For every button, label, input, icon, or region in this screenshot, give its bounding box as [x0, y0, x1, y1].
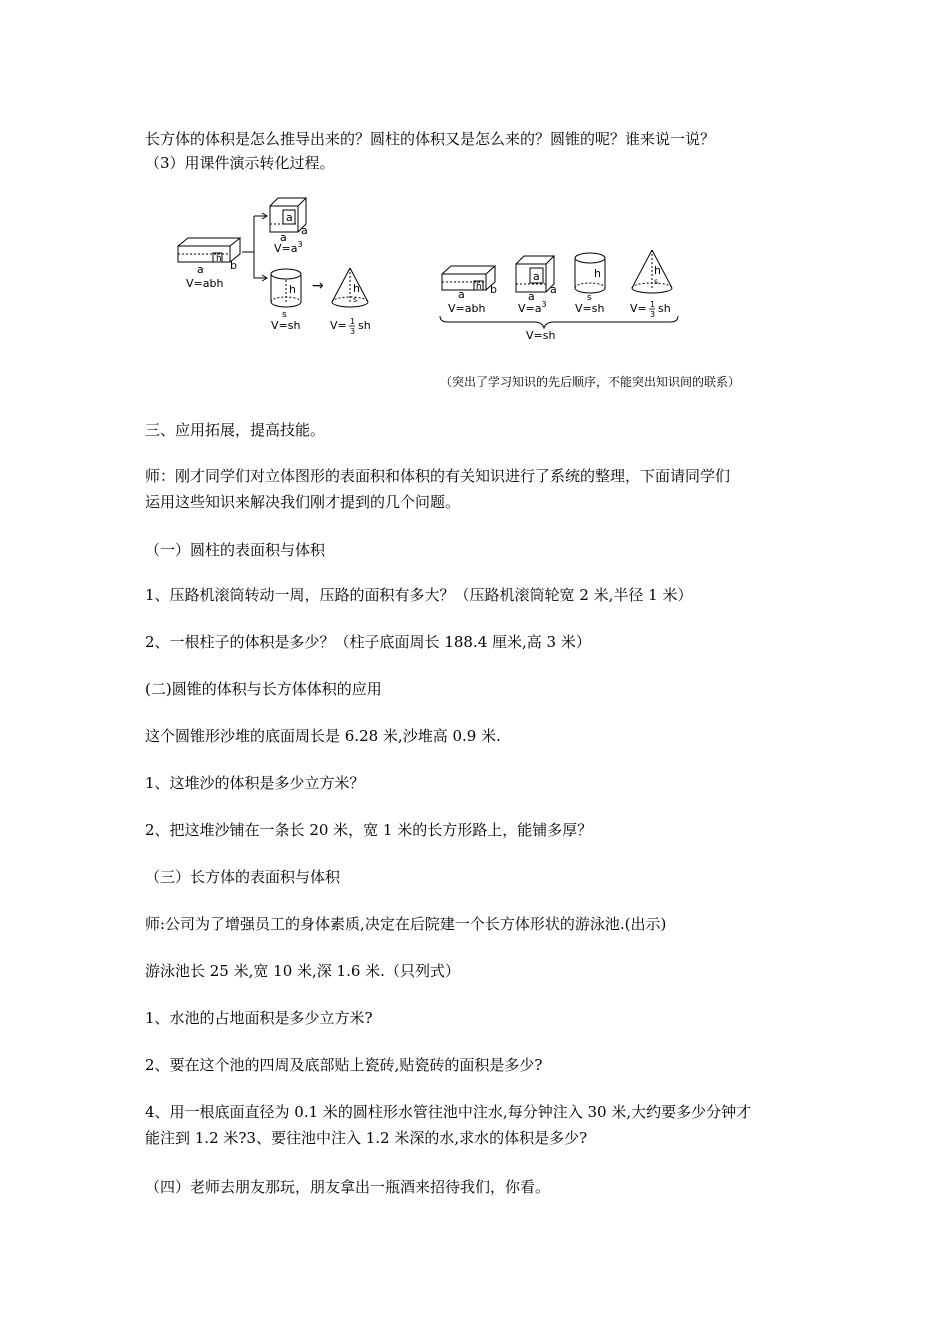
right-cuboid-shape: [442, 266, 495, 290]
right-cuboid-label-b: b: [490, 283, 497, 296]
left-cuboid-label-a: a: [197, 263, 204, 276]
left-cone-frac-den: 3: [350, 327, 356, 336]
right-cylinder-label-s: s: [587, 293, 592, 303]
teacher-intro-line-2: 运用这些知识来解决我们刚才提到的几个问题。: [145, 493, 461, 511]
figure-caption: （突出了学习知识的先后顺序，不能突出知识间的联系）: [440, 375, 741, 389]
right-cone-frac-den: 3: [650, 310, 656, 319]
teacher-intro-line-1: 师：刚才同学们对立体图形的表面积和体积的有关知识进行了系统的整理，下面请同学们: [145, 467, 731, 485]
question-pillar: 2、一根柱子的体积是多少？（柱子底面周长 188.4 厘米,高 3 米）: [145, 633, 591, 651]
right-cuboid-formula: V=abh: [448, 302, 486, 315]
left-cylinder-formula: V=sh: [271, 319, 301, 332]
left-cone-frac-num: 1: [350, 317, 356, 326]
grouping-brace: [440, 316, 678, 328]
teacher-pool-intro: 师:公司为了增强员工的身体素质,决定在后院建一个长方体形状的游泳池.(出示): [145, 915, 667, 933]
pool-dimensions: 游泳池长 25 米,宽 10 米,深 1.6 米.（只列式）: [145, 962, 460, 980]
left-arrow: →: [312, 278, 324, 294]
right-cube-label-side: a: [550, 283, 557, 296]
left-cube-formula: $V=a^3$: [274, 240, 303, 255]
right-cuboid-label-h: h: [476, 282, 482, 292]
cone-sand-statement: 这个圆锥形沙堆的底面周长是 6.28 米,沙堆高 0.9 米.: [145, 727, 501, 745]
left-cylinder-label-s: s: [282, 310, 287, 320]
section-heading-3: 三、应用拓展，提高技能。: [145, 421, 326, 439]
left-cuboid-label-h: h: [216, 254, 222, 264]
right-cylinder-label-h: h: [594, 267, 601, 280]
brace-formula: V=sh: [526, 329, 556, 342]
right-cone-shape: [632, 250, 672, 293]
paragraph-question: 长方体的体积是怎么推导出来的？圆柱的体积又是怎么来的？圆锥的呢？谁来说一说？: [145, 130, 716, 148]
question-sand-volume: 1、这堆沙的体积是多少立方米？: [145, 774, 365, 792]
right-cube-formula: $V=a^3$: [518, 300, 547, 315]
question-sand-thickness: 2、把这堆沙铺在一条长 20 米，宽 1 米的长方形路上，能铺多厚？: [145, 821, 593, 839]
question-fill-time-line-2: 能注到 1.2 米?3、要往池中注入 1.2 米深的水,求水的体积是多少?: [145, 1129, 588, 1147]
subheading-cone: (二)圆锥的体积与长方体体积的应用: [145, 680, 382, 698]
right-cone-label-s: s: [654, 277, 659, 286]
right-cone-formula-post: sh: [658, 302, 671, 315]
left-cube-label-side: a: [301, 224, 308, 237]
left-cone-shape: [332, 268, 368, 307]
right-cone-frac-num: 1: [650, 300, 656, 309]
left-branch-connector: [242, 216, 266, 278]
right-cube-label-bottom: a: [528, 290, 535, 303]
left-cube-label-face: a: [286, 211, 293, 224]
left-cone-label-s: s: [353, 295, 358, 304]
question-roller: 1、压路机滚筒转动一周，压路的面积有多大？（压路机滚筒轮宽 2 米,半径 1 米）: [145, 586, 693, 604]
right-cuboid-label-a: a: [458, 288, 465, 301]
question-pool-area: 1、水池的占地面积是多少立方米?: [145, 1009, 373, 1027]
right-cone-label-h: h: [654, 264, 661, 277]
left-cuboid-formula: V=abh: [186, 277, 224, 290]
question-tile-area: 2、要在这个池的四周及底部贴上瓷砖,贴瓷砖的面积是多少?: [145, 1056, 543, 1074]
left-cone-formula-pre: V=: [330, 319, 347, 332]
subheading-cuboid: （三）长方体的表面积与体积: [145, 868, 341, 886]
paragraph-step-3: （3）用课件演示转化过程。: [145, 154, 335, 172]
subheading-wine-bottle: （四）老师去朋友那玩，朋友拿出一瓶酒来招待我们，你看。: [145, 1178, 551, 1196]
subheading-cylinder: （一）圆柱的表面积与体积: [145, 541, 326, 559]
left-cone-label-h: h: [353, 282, 360, 295]
left-cube-label-bottom: a: [280, 231, 287, 244]
left-cuboid-label-b: b: [230, 259, 237, 272]
left-cone-formula-post: sh: [358, 319, 371, 332]
right-cone-formula-pre: V=: [630, 302, 647, 315]
left-cylinder-label-h: h: [289, 283, 296, 296]
left-cylinder-shape: [271, 269, 301, 307]
right-cube-label-face: a: [533, 270, 540, 283]
question-fill-time-line-1: 4、用一根底面直径为 0.1 米的圆柱形水管往池中注水,每分钟注入 30 米,大约要多少分钟才: [145, 1103, 752, 1121]
solids-conversion-figure: [170, 186, 690, 356]
right-cylinder-formula: V=sh: [575, 302, 605, 315]
